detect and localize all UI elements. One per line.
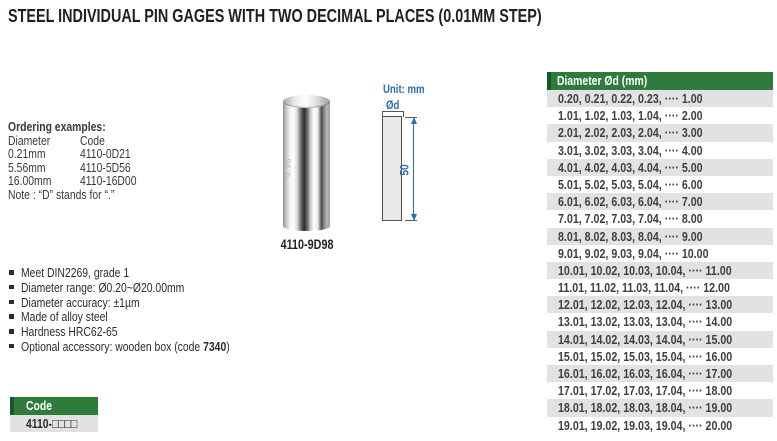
square-bullet-icon [9, 285, 14, 290]
diagram-unit-label: Unit: mm [383, 82, 425, 96]
table-row: 2.01, 2.02, 2.03, 2.04, ···· 3.00 [547, 124, 773, 141]
table-row: 9.01, 9.02, 9.03, 9.04, ···· 10.00 [558, 245, 709, 261]
arrow-up-icon [411, 117, 417, 124]
ordering-col-diameter: Diameter [8, 132, 51, 148]
diagram-length-label: 50 [397, 164, 412, 176]
table-row: 6.01, 6.02, 6.03, 6.04, ···· 7.00 [547, 193, 773, 210]
feature-item: Meet DIN2269, grade 1 [8, 265, 282, 280]
table-row: 3.01, 3.02, 3.03, 3.04, ···· 4.00 [558, 142, 703, 158]
square-bullet-icon [9, 300, 14, 305]
table-row: 16.01, 16.02, 16.03, 16.04, ···· 17.00 [547, 365, 773, 382]
pin-gage-image [283, 95, 330, 232]
square-bullet-icon [9, 329, 14, 334]
diagram-diameter-label: Ød [386, 98, 400, 112]
diameter-table [547, 72, 773, 434]
table-row: 19.01, 19.02, 19.03, 19.04, ···· 20.00 [558, 417, 733, 433]
table-row: 15.01, 15.02, 15.03, 15.04, ···· 16.00 [558, 348, 733, 364]
pin-body [283, 101, 330, 231]
code-table [10, 397, 98, 432]
ordering-columns [8, 134, 141, 148]
feature-item: Diameter accuracy: ±1µm [8, 295, 282, 310]
square-bullet-icon [9, 270, 14, 275]
square-bullet-icon [9, 314, 14, 319]
table-row: 10.01, 10.02, 10.03, 10.04, ···· 11.00 [547, 262, 773, 279]
diameter-table-header: Diameter Ød (mm) [547, 72, 773, 90]
table-row: 5.01, 5.02, 5.03, 5.04, ···· 6.00 [558, 176, 703, 192]
ordering-example-row: 5.56mm 4110-5D56 [8, 159, 131, 175]
ordering-col-code: Code [80, 132, 105, 148]
feature-item-optional-accessory: Optional accessory: wooden box (code 7340) [8, 339, 282, 354]
dimension-tick [403, 111, 404, 117]
table-row: 8.01, 8.02, 8.03, 8.04, ···· 9.00 [547, 228, 773, 245]
pin-top-face [283, 95, 330, 108]
code-table-value: 4110-□□□□ [10, 415, 98, 432]
table-row: 11.01, 11.02, 11.03, 11.04, ···· 12.00 [558, 280, 730, 296]
pin-engraving: 9.98 [283, 157, 293, 178]
ordering-example-row: 0.21mm 4110-0D21 [8, 146, 131, 162]
square-bullet-icon [9, 344, 14, 349]
diameter-table-rows [547, 90, 773, 434]
arrow-down-icon [411, 214, 417, 221]
ordering-heading: Ordering examples: [8, 119, 106, 134]
table-row: 1.01, 1.02, 1.03, 1.04, ···· 2.00 [558, 108, 703, 124]
code-table-header: Code [10, 397, 98, 415]
table-row: 4.01, 4.02, 4.03, 4.04, ···· 5.00 [547, 159, 773, 176]
feature-list [8, 265, 282, 354]
table-row: 0.20, 0.21, 0.22, 0.23, ···· 1.00 [547, 90, 773, 107]
table-row: 7.01, 7.02, 7.03, 7.04, ···· 8.00 [558, 211, 703, 227]
table-row: 18.01, 18.02, 18.03, 18.04, ···· 19.00 [547, 399, 773, 416]
page-title: STEEL INDIVIDUAL PIN GAGES WITH TWO DECIMAL PLACES (0.01MM STEP) [8, 6, 542, 26]
table-row: 13.01, 13.02, 13.03, 13.04, ···· 14.00 [558, 314, 733, 330]
feature-item: Made of alloy steel [8, 309, 282, 324]
ordering-examples [8, 120, 141, 202]
diameter-dimension-line [382, 111, 404, 112]
table-row: 14.01, 14.02, 14.03, 14.04, ···· 15.00 [547, 331, 773, 348]
product-code-label: 4110-9D98 [280, 237, 334, 252]
ordering-note: Note : “D” stands for “.” [8, 186, 115, 202]
ordering-example-row: 16.00mm 4110-16D00 [8, 173, 137, 189]
accessory-code: 7340 [203, 338, 227, 354]
feature-item: Hardness HRC62-65 [8, 324, 282, 339]
table-row: 17.01, 17.02, 17.03, 17.04, ···· 18.00 [558, 383, 733, 399]
table-row: 12.01, 12.02, 12.03, 12.04, ···· 13.00 [547, 296, 773, 313]
feature-item: Diameter range: Ø0.20~Ø20.00mm [8, 280, 282, 295]
